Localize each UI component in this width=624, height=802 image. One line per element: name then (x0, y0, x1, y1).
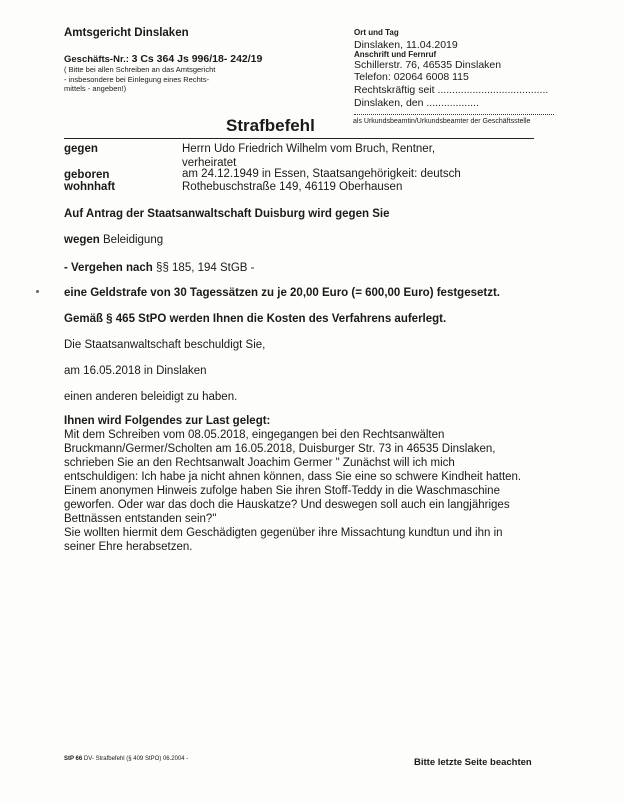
case-number-label: Geschäfts-Nr.: (64, 54, 129, 65)
accusation-intro: Die Staatsanwaltschaft beschuldigt Sie, (64, 339, 266, 351)
final-since-field: Rechtskräftig seit ...................................... (354, 84, 549, 96)
place-date-field: Dinslaken, den .................. (354, 97, 479, 109)
form-code: StP 66 (64, 756, 83, 762)
offense-line (64, 234, 554, 246)
charges-line: schrieben Sie an den Rechtsanwalt Joachim Germer " Zunächst will ich mich (64, 457, 455, 469)
signature-line (354, 114, 554, 115)
place-date-label: Ort und Tag (354, 28, 399, 37)
court-address: Schillerstr. 76, 46535 Dinslaken (354, 59, 502, 71)
born-label: geboren (64, 169, 110, 181)
punch-mark (36, 290, 39, 293)
charges-line: Bettnässen entstanden sein?" (64, 513, 217, 525)
case-number-value: 3 Cs 364 Js 996/18- 242/19 (131, 53, 263, 65)
against-value: Herrn Udo Friedrich Wilhelm vom Bruch, Rentner, (182, 143, 436, 155)
statute-line (64, 262, 554, 274)
statute-value: §§ 185, 194 StGB - (156, 262, 255, 274)
marital-status: verheiratet (182, 157, 237, 169)
reference-hint (64, 65, 264, 94)
clerk-caption: als Urkundsbeamtin/Urkundsbeamter der Geschäftsstelle (353, 118, 531, 125)
residence-value: Rothebuschstraße 149, 46119 Oberhausen (182, 181, 403, 193)
title-rule (64, 138, 534, 139)
charges-heading: Ihnen wird Folgendes zur Last gelegt: (64, 415, 271, 427)
hint-line: - insbesondere bei Einlegung eines Rechts- (64, 74, 210, 84)
charges-line: Bruckmann/Germer/Scholten am 16.05.2018, Duisburger Str. 73 in 46535 Dinslaken, (64, 443, 496, 455)
charges-line: Mit dem Schreiben vom 08.05.2018, eingegangen bei den Rechtsanwälten (64, 429, 445, 441)
charges-paragraph (64, 414, 554, 554)
residence-label: wohnhaft (64, 181, 116, 193)
statute-label: - Vergehen nach (64, 262, 153, 274)
document-title: Strafbefehl (226, 116, 315, 135)
place-date-value: Dinslaken, 11.04.2019 (354, 39, 458, 51)
form-reference (64, 756, 188, 762)
charges-line: geworfen. Oder war das doch die Hauskatze? Und deswegen soll auch ein langjähriges (64, 499, 510, 511)
last-page-note: Bitte letzte Seite beachten (414, 757, 532, 768)
motion-line: Auf Antrag der Staatsanwaltschaft Duisburg wird gegen Sie (64, 208, 390, 220)
costs-line: Gemäß § 465 StPO werden Ihnen die Kosten des Verfahrens auferlegt. (64, 313, 447, 325)
charges-line: entschuldigen: Ich habe ja nicht ahnen können, dass Sie eine so schwere Kindheit hatten. (64, 471, 522, 483)
born-value: am 24.12.1949 in Essen, Staatsangehörigkeit: deutsch (182, 168, 461, 180)
incident-date: am 16.05.2018 in Dinslaken (64, 365, 207, 377)
form-description: DV- Strafbefehl (§ 409 StPO) 06.2004 - (83, 756, 189, 762)
case-number (64, 53, 262, 65)
charges-line: seiner Ehre herabsetzen. (64, 541, 193, 553)
charges-line: Einem anonymen Hinweis zufolge haben Sie ihren Stoff-Teddy in die Waschmaschine (64, 485, 500, 497)
hint-line: ( Bitte bei allen Schreiben an das Amtsgericht (64, 65, 216, 74)
against-label: gegen (64, 143, 98, 155)
address-label: Anschrift und Fernruf (354, 50, 437, 59)
court-name: Amtsgericht Dinslaken (64, 27, 189, 39)
offense-value: Beleidigung (103, 234, 164, 246)
court-phone: Telefon: 02064 6008 115 (354, 71, 469, 83)
accusation-summary: einen anderen beleidigt zu haben. (64, 391, 238, 403)
hint-line: mittels - angeben!) (64, 84, 127, 93)
charges-line: Sie wollten hiermit dem Geschädigten gegenüber ihre Missachtung kundtun und ihn in (64, 527, 503, 539)
penalty-line: eine Geldstrafe von 30 Tagessätzen zu je 20,00 Euro (= 600,00 Euro) festgesetzt. (64, 287, 500, 299)
offense-label: wegen (64, 234, 100, 246)
